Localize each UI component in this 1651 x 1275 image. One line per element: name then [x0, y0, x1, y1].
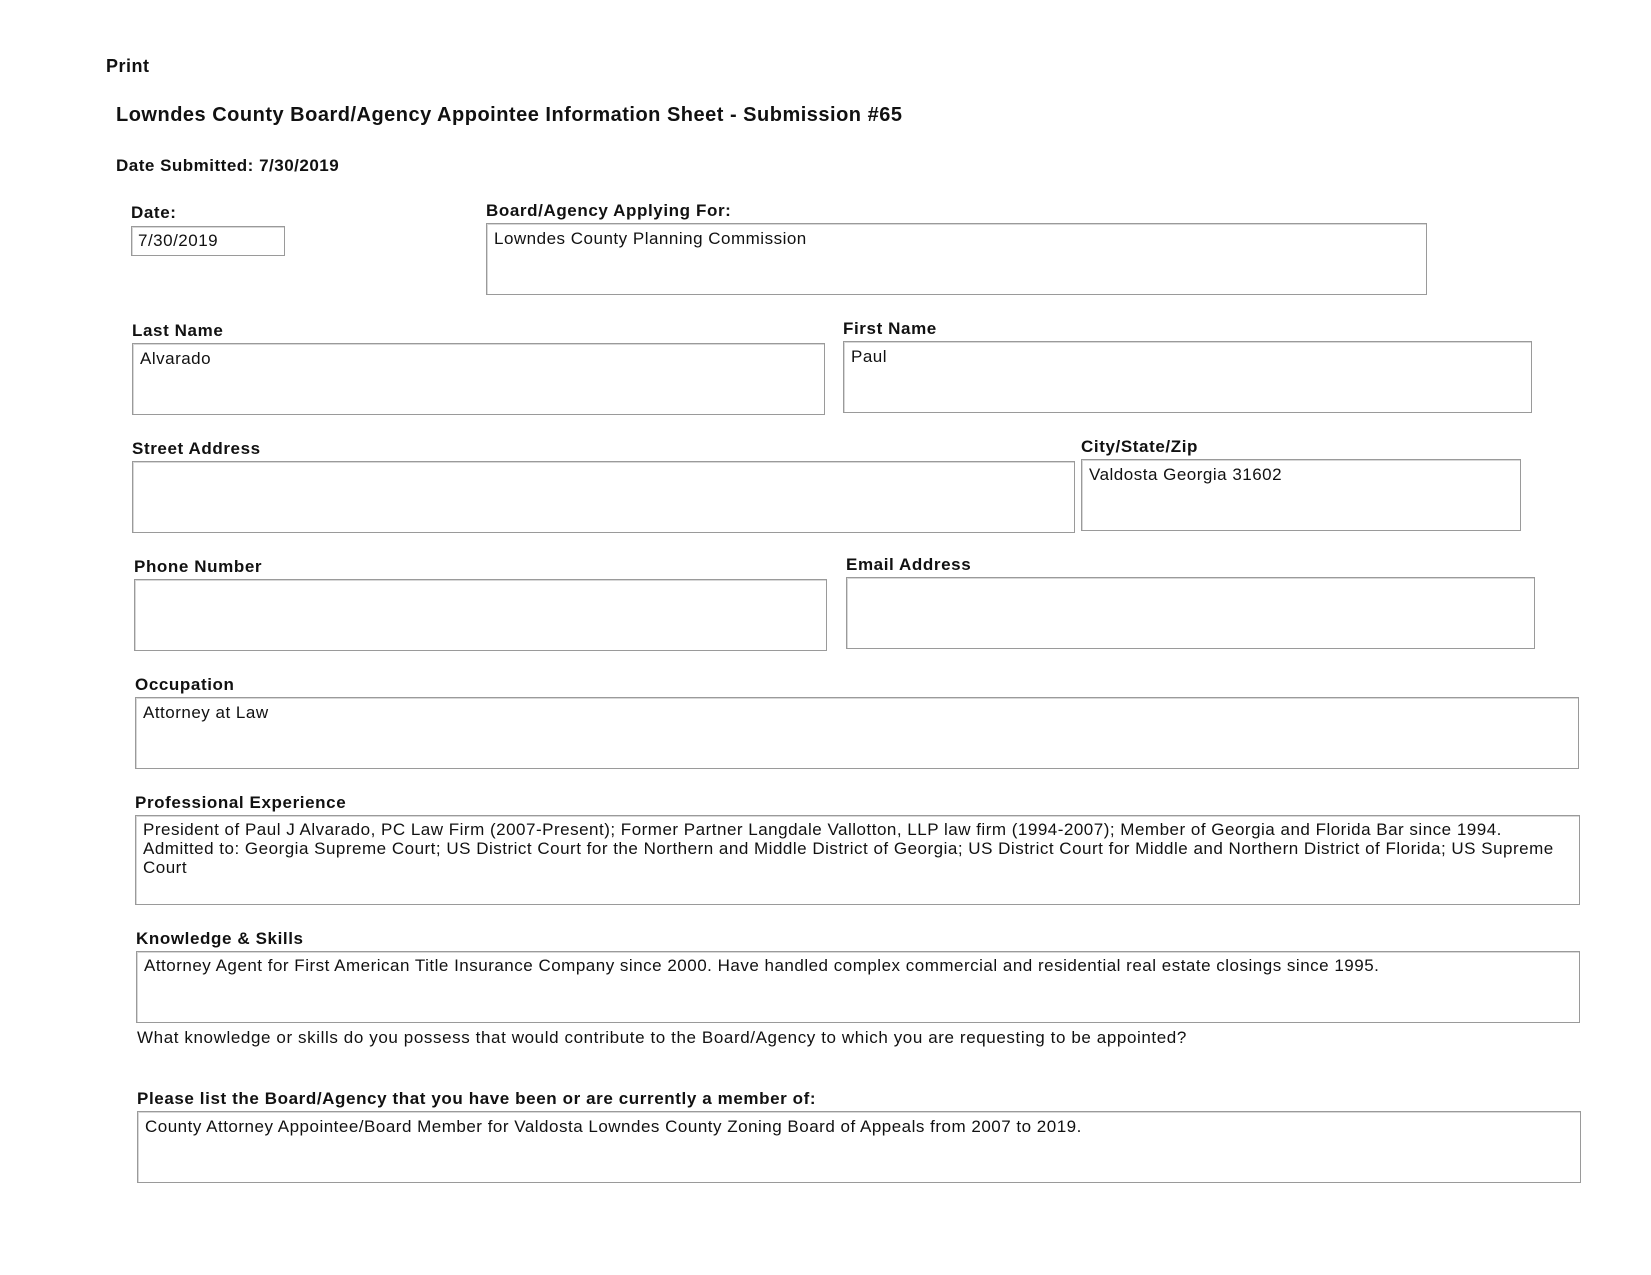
occupation-field[interactable]: Attorney at Law	[135, 697, 1579, 769]
page-title: Lowndes County Board/Agency Appointee Information Sheet - Submission #65	[116, 104, 903, 126]
memberships-label: Please list the Board/Agency that you have been or are currently a member of:	[137, 1089, 817, 1108]
street-address-label: Street Address	[132, 439, 261, 458]
occupation-label: Occupation	[135, 675, 235, 694]
knowledge-skills-field[interactable]: Attorney Agent for First American Title Insurance Company since 2000. Have handled complex commercial and residential real estate closings since 1995.	[136, 951, 1580, 1023]
knowledge-skills-label: Knowledge & Skills	[136, 929, 304, 948]
professional-experience-field[interactable]: President of Paul J Alvarado, PC Law Firm (2007-Present); Former Partner Langdale Vallotton, LLP law firm (1994-2007); Member of Georgia and Florida Bar since 1994. Admitted to: Georgia Supreme Court; US District Court for the Northern and Middle District of Georgia; US District Court for Middle and Northern District of Florida; US Supreme Court	[135, 815, 1580, 905]
professional-experience-label: Professional Experience	[135, 793, 347, 812]
date-label: Date:	[131, 203, 177, 222]
city-state-zip-field[interactable]: Valdosta Georgia 31602	[1081, 459, 1521, 531]
phone-number-label: Phone Number	[134, 557, 263, 576]
phone-number-field[interactable]	[134, 579, 827, 651]
date-field[interactable]: 7/30/2019	[131, 226, 285, 256]
last-name-label: Last Name	[132, 321, 224, 340]
street-address-field[interactable]	[132, 461, 1075, 533]
board-agency-label: Board/Agency Applying For:	[486, 201, 732, 220]
print-link[interactable]: Print	[106, 56, 150, 76]
memberships-field[interactable]: County Attorney Appointee/Board Member for Valdosta Lowndes County Zoning Board of Appeals from 2007 to 2019.	[137, 1111, 1581, 1183]
date-submitted	[116, 156, 339, 176]
first-name-label: First Name	[843, 319, 937, 338]
last-name-field[interactable]: Alvarado	[132, 343, 825, 415]
email-address-label: Email Address	[846, 555, 972, 574]
date-submitted-label: Date Submitted:	[116, 156, 254, 175]
date-submitted-value: 7/30/2019	[259, 156, 340, 175]
first-name-field[interactable]: Paul	[843, 341, 1532, 413]
board-agency-field[interactable]: Lowndes County Planning Commission	[486, 223, 1427, 295]
city-state-zip-label: City/State/Zip	[1081, 437, 1199, 456]
knowledge-skills-help-text: What knowledge or skills do you possess that would contribute to the Board/Agency to which you are requesting to be appointed?	[137, 1028, 1187, 1047]
email-address-field[interactable]	[846, 577, 1535, 649]
